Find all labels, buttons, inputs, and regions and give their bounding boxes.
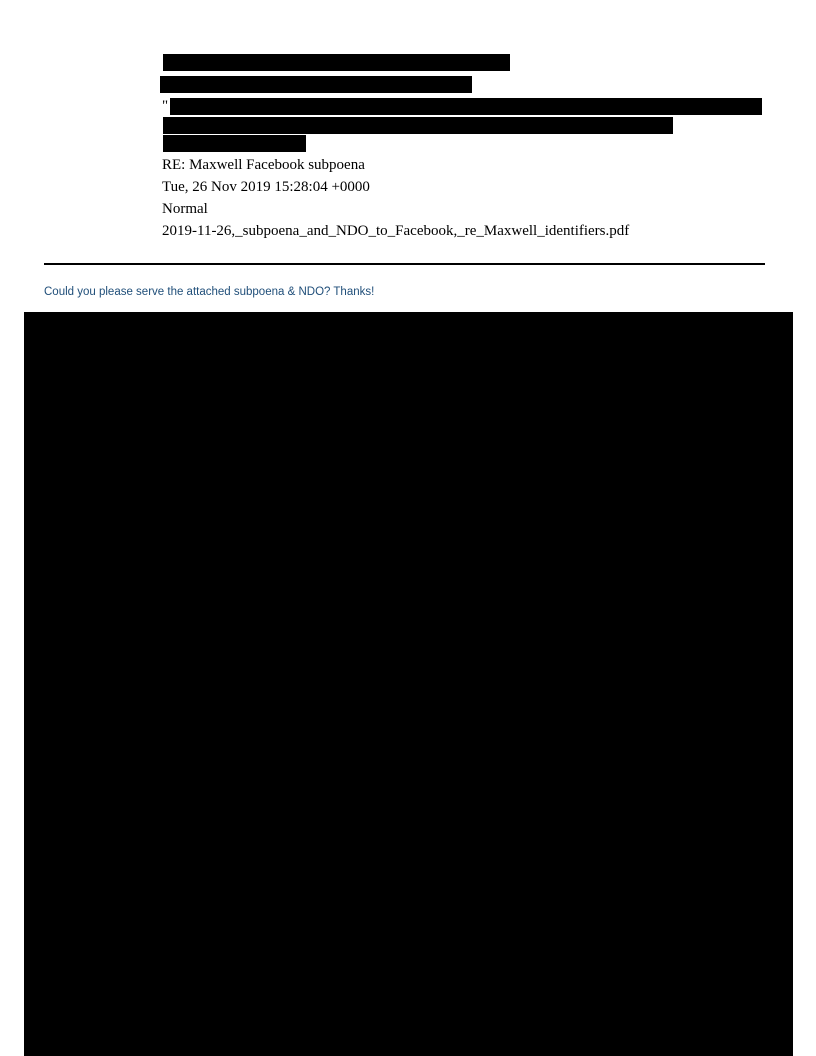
importance-value: Normal <box>162 201 208 217</box>
header-divider <box>44 263 765 265</box>
subject-value: RE: Maxwell Facebook subpoena <box>162 157 365 173</box>
attachment-file-link[interactable]: 2019-11-26,_subpoena_and_NDO_to_Facebook,_re_Maxwell_identifiers.pdf <box>162 223 630 239</box>
cc-redaction-line3 <box>163 135 306 152</box>
cc-redaction-line1 <box>170 98 762 115</box>
date-value: Tue, 26 Nov 2019 15:28:04 +0000 <box>162 179 370 195</box>
to-redaction <box>160 76 472 93</box>
message-text: Could you please serve the attached subpoena & NDO? Thanks! <box>44 286 375 298</box>
from-redaction <box>163 54 510 71</box>
body-redaction <box>24 312 793 1056</box>
cc-redaction-line2 <box>163 117 673 134</box>
cc-prefix: " <box>162 98 169 114</box>
